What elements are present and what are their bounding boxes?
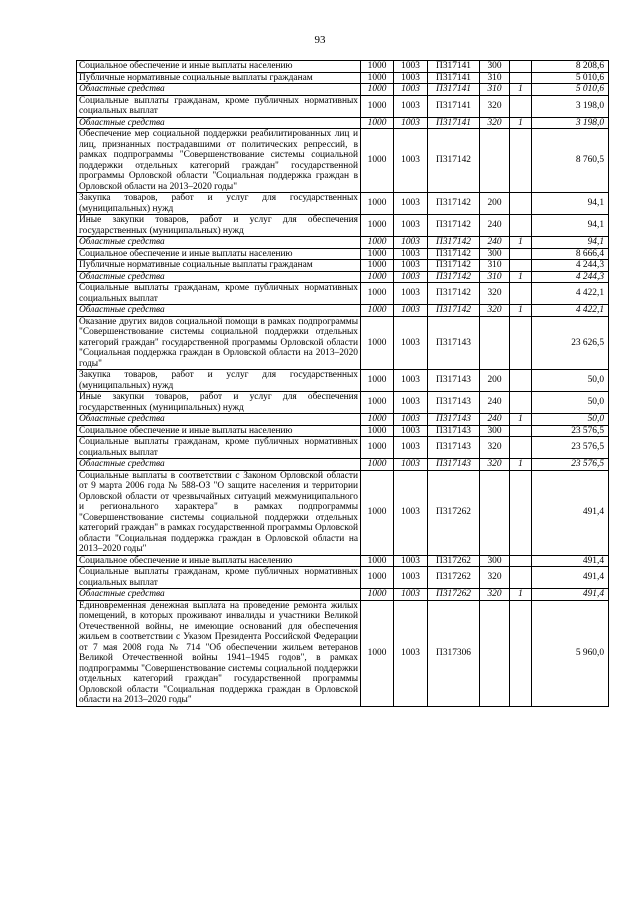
- row-name: Закупка товаров, работ и услуг для государственных (муниципальных) нужд: [77, 370, 361, 392]
- funding-source-code: [510, 215, 532, 237]
- section-code: 1003: [394, 370, 428, 392]
- table-row: [77, 129, 609, 193]
- ministry-code: 1000: [361, 555, 394, 567]
- ministry-code: 1000: [361, 305, 394, 317]
- ministry-code: 1000: [361, 459, 394, 471]
- expense-type-code: 320: [480, 305, 510, 317]
- table-row: [77, 437, 609, 459]
- table-row: [77, 370, 609, 392]
- ministry-code: 1000: [361, 271, 394, 283]
- table-row: [77, 271, 609, 283]
- section-code: 1003: [394, 392, 428, 414]
- row-name: Областные средства: [77, 414, 361, 426]
- amount: 4 422,1: [532, 305, 609, 317]
- ministry-code: 1000: [361, 129, 394, 193]
- expense-type-code: 240: [480, 237, 510, 249]
- amount: 4 244,3: [532, 260, 609, 272]
- target-article-code: П317141: [428, 61, 480, 73]
- expense-type-code: [480, 600, 510, 706]
- row-name: Социальное обеспечение и иные выплаты населению: [77, 61, 361, 73]
- target-article-code: П317262: [428, 567, 480, 589]
- section-code: 1003: [394, 470, 428, 555]
- target-article-code: П317143: [428, 459, 480, 471]
- amount: 23 576,5: [532, 437, 609, 459]
- section-code: 1003: [394, 555, 428, 567]
- row-name: Социальное обеспечение и иные выплаты населению: [77, 425, 361, 437]
- target-article-code: П317142: [428, 283, 480, 305]
- funding-source-code: [510, 248, 532, 260]
- row-name: Социальные выплаты в соответствии с Законом Орловской области от 9 марта 2006 года № 588-ОЗ "О защите населения и территории Орловской области от чрезвычайных ситуаций межмуниципального и регионального характера" в рамках подпрограммы "Совершенствование системы социальной поддержки отдельных категорий граждан" в рамках государственной программы Орловской области "Социальная поддержка граждан в Орловской области на 2013–2020 годы": [77, 470, 361, 555]
- ministry-code: 1000: [361, 117, 394, 129]
- table-row: [77, 392, 609, 414]
- section-code: 1003: [394, 283, 428, 305]
- expense-type-code: 320: [480, 437, 510, 459]
- funding-source-code: 1: [510, 414, 532, 426]
- funding-source-code: [510, 95, 532, 117]
- row-name: Социальные выплаты гражданам, кроме публичных нормативных социальных выплат: [77, 95, 361, 117]
- target-article-code: П317141: [428, 117, 480, 129]
- amount: 491,4: [532, 589, 609, 601]
- target-article-code: П317143: [428, 370, 480, 392]
- ministry-code: 1000: [361, 567, 394, 589]
- expense-type-code: 300: [480, 61, 510, 73]
- funding-source-code: [510, 129, 532, 193]
- expense-type-code: 200: [480, 193, 510, 215]
- expense-type-code: 240: [480, 215, 510, 237]
- row-name: Социальное обеспечение и иные выплаты населению: [77, 248, 361, 260]
- funding-source-code: 1: [510, 237, 532, 249]
- row-name: Публичные нормативные социальные выплаты гражданам: [77, 260, 361, 272]
- amount: 491,4: [532, 555, 609, 567]
- row-name: Закупка товаров, работ и услуг для государственных (муниципальных) нужд: [77, 193, 361, 215]
- amount: 8 760,5: [532, 129, 609, 193]
- target-article-code: П317142: [428, 248, 480, 260]
- row-name: Социальные выплаты гражданам, кроме публичных нормативных социальных выплат: [77, 283, 361, 305]
- table-row: [77, 414, 609, 426]
- section-code: 1003: [394, 459, 428, 471]
- row-name: Иные закупки товаров, работ и услуг для обеспечения государственных (муниципальных) нужд: [77, 215, 361, 237]
- amount: 4 244,3: [532, 271, 609, 283]
- target-article-code: П317142: [428, 260, 480, 272]
- ministry-code: 1000: [361, 370, 394, 392]
- amount: 4 422,1: [532, 283, 609, 305]
- target-article-code: П317262: [428, 589, 480, 601]
- amount: 3 198,0: [532, 95, 609, 117]
- expense-type-code: 300: [480, 555, 510, 567]
- funding-source-code: 1: [510, 459, 532, 471]
- table-row: [77, 260, 609, 272]
- target-article-code: П317142: [428, 305, 480, 317]
- expense-type-code: 320: [480, 589, 510, 601]
- expense-type-code: 200: [480, 370, 510, 392]
- table-row: [77, 95, 609, 117]
- expense-type-code: 320: [480, 567, 510, 589]
- row-name: Публичные нормативные социальные выплаты гражданам: [77, 72, 361, 84]
- funding-source-code: [510, 470, 532, 555]
- target-article-code: П317141: [428, 95, 480, 117]
- target-article-code: П317262: [428, 555, 480, 567]
- section-code: 1003: [394, 248, 428, 260]
- section-code: 1003: [394, 437, 428, 459]
- funding-source-code: [510, 260, 532, 272]
- table-row: [77, 567, 609, 589]
- target-article-code: П317143: [428, 316, 480, 370]
- amount: 50,0: [532, 414, 609, 426]
- funding-source-code: [510, 72, 532, 84]
- row-name: Единовременная денежная выплата на проведение ремонта жилых помещений, в которых проживают инвалиды и участники Великой Отечественной войны, не имеющие оснований для обеспечения жильем в соответствии с Указом Президента Российской Федерации от 7 мая 2008 года № 714 "Об обеспечении жильем ветеранов Великой Отечественной войны 1941–1945 годов", в рамках подпрограммы "Совершенствование системы социальной поддержки отдельных категорий граждан" государственной программы Орловской области "Социальная поддержка граждан в Орловской области на 2013–2020 годы": [77, 600, 361, 706]
- funding-source-code: [510, 283, 532, 305]
- amount: 8 666,4: [532, 248, 609, 260]
- expense-type-code: 320: [480, 459, 510, 471]
- table-row: [77, 72, 609, 84]
- section-code: 1003: [394, 215, 428, 237]
- funding-source-code: 1: [510, 117, 532, 129]
- target-article-code: П317262: [428, 470, 480, 555]
- budget-rows: [77, 61, 609, 707]
- ministry-code: 1000: [361, 437, 394, 459]
- table-row: [77, 305, 609, 317]
- table-row: [77, 459, 609, 471]
- ministry-code: 1000: [361, 589, 394, 601]
- expense-type-code: [480, 470, 510, 555]
- section-code: 1003: [394, 72, 428, 84]
- ministry-code: 1000: [361, 95, 394, 117]
- ministry-code: 1000: [361, 248, 394, 260]
- table-row: [77, 117, 609, 129]
- target-article-code: П317143: [428, 437, 480, 459]
- amount: 5 010,6: [532, 72, 609, 84]
- target-article-code: П317141: [428, 84, 480, 96]
- ministry-code: 1000: [361, 470, 394, 555]
- section-code: 1003: [394, 305, 428, 317]
- table-row: [77, 600, 609, 706]
- amount: 50,0: [532, 370, 609, 392]
- row-name: Областные средства: [77, 271, 361, 283]
- expense-type-code: 310: [480, 84, 510, 96]
- funding-source-code: [510, 61, 532, 73]
- expense-type-code: [480, 316, 510, 370]
- target-article-code: П317142: [428, 215, 480, 237]
- table-row: [77, 425, 609, 437]
- section-code: 1003: [394, 600, 428, 706]
- section-code: 1003: [394, 84, 428, 96]
- section-code: 1003: [394, 129, 428, 193]
- amount: 23 626,5: [532, 316, 609, 370]
- target-article-code: П317141: [428, 72, 480, 84]
- budget-table: [76, 60, 609, 707]
- table-row: [77, 248, 609, 260]
- funding-source-code: [510, 555, 532, 567]
- expense-type-code: 310: [480, 271, 510, 283]
- target-article-code: П317306: [428, 600, 480, 706]
- section-code: 1003: [394, 237, 428, 249]
- table-row: [77, 61, 609, 73]
- amount: 23 576,5: [532, 459, 609, 471]
- section-code: 1003: [394, 414, 428, 426]
- section-code: 1003: [394, 95, 428, 117]
- expense-type-code: 320: [480, 283, 510, 305]
- expense-type-code: 300: [480, 425, 510, 437]
- ministry-code: 1000: [361, 600, 394, 706]
- row-name: Областные средства: [77, 305, 361, 317]
- row-name: Оказание других видов социальной помощи в рамках подпрограммы "Совершенствование системы социальной поддержки отдельных категорий граждан" государственной программы Орловской области "Социальная поддержка граждан в Орловской области на 2013–2020 годы": [77, 316, 361, 370]
- expense-type-code: [480, 129, 510, 193]
- funding-source-code: [510, 600, 532, 706]
- amount: 94,1: [532, 215, 609, 237]
- ministry-code: 1000: [361, 425, 394, 437]
- ministry-code: 1000: [361, 283, 394, 305]
- ministry-code: 1000: [361, 414, 394, 426]
- expense-type-code: 240: [480, 392, 510, 414]
- section-code: 1003: [394, 271, 428, 283]
- amount: 3 198,0: [532, 117, 609, 129]
- section-code: 1003: [394, 425, 428, 437]
- funding-source-code: [510, 392, 532, 414]
- table-row: [77, 555, 609, 567]
- funding-source-code: 1: [510, 271, 532, 283]
- expense-type-code: 310: [480, 260, 510, 272]
- target-article-code: П317142: [428, 129, 480, 193]
- ministry-code: 1000: [361, 237, 394, 249]
- row-name: Социальные выплаты гражданам, кроме публичных нормативных социальных выплат: [77, 437, 361, 459]
- row-name: Областные средства: [77, 237, 361, 249]
- table-row: [77, 589, 609, 601]
- funding-source-code: [510, 193, 532, 215]
- expense-type-code: 320: [480, 95, 510, 117]
- section-code: 1003: [394, 193, 428, 215]
- table-row: [77, 215, 609, 237]
- funding-source-code: [510, 567, 532, 589]
- funding-source-code: 1: [510, 589, 532, 601]
- target-article-code: П317142: [428, 193, 480, 215]
- ministry-code: 1000: [361, 316, 394, 370]
- table-row: [77, 316, 609, 370]
- ministry-code: 1000: [361, 193, 394, 215]
- amount: 491,4: [532, 567, 609, 589]
- table-row: [77, 84, 609, 96]
- funding-source-code: [510, 316, 532, 370]
- ministry-code: 1000: [361, 61, 394, 73]
- target-article-code: П317143: [428, 425, 480, 437]
- funding-source-code: [510, 425, 532, 437]
- amount: 5 010,6: [532, 84, 609, 96]
- funding-source-code: [510, 370, 532, 392]
- ministry-code: 1000: [361, 84, 394, 96]
- expense-type-code: 300: [480, 248, 510, 260]
- amount: 50,0: [532, 392, 609, 414]
- row-name: Иные закупки товаров, работ и услуг для обеспечения государственных (муниципальных) нужд: [77, 392, 361, 414]
- funding-source-code: 1: [510, 305, 532, 317]
- funding-source-code: 1: [510, 84, 532, 96]
- row-name: Областные средства: [77, 589, 361, 601]
- expense-type-code: 320: [480, 117, 510, 129]
- ministry-code: 1000: [361, 260, 394, 272]
- target-article-code: П317142: [428, 271, 480, 283]
- table-row: [77, 237, 609, 249]
- section-code: 1003: [394, 567, 428, 589]
- table-row: [77, 283, 609, 305]
- ministry-code: 1000: [361, 215, 394, 237]
- section-code: 1003: [394, 117, 428, 129]
- target-article-code: П317142: [428, 237, 480, 249]
- table-row: [77, 193, 609, 215]
- amount: 8 208,6: [532, 61, 609, 73]
- expense-type-code: 240: [480, 414, 510, 426]
- row-name: Социальное обеспечение и иные выплаты населению: [77, 555, 361, 567]
- amount: 94,1: [532, 237, 609, 249]
- target-article-code: П317143: [428, 392, 480, 414]
- row-name: Областные средства: [77, 459, 361, 471]
- funding-source-code: [510, 437, 532, 459]
- row-name: Областные средства: [77, 117, 361, 129]
- section-code: 1003: [394, 589, 428, 601]
- ministry-code: 1000: [361, 72, 394, 84]
- target-article-code: П317143: [428, 414, 480, 426]
- expense-type-code: 310: [480, 72, 510, 84]
- section-code: 1003: [394, 260, 428, 272]
- row-name: Обеспечение мер социальной поддержки реабилитированных лиц и лиц, признанных пострадавшими от политических репрессий, в рамках подпрограммы "Совершенствование системы социальной поддержки отдельных категорий граждан" государственной программы Орловской области "Социальная поддержка граждан в Орловской области на 2013–2020 годы": [77, 129, 361, 193]
- section-code: 1003: [394, 61, 428, 73]
- row-name: Социальные выплаты гражданам, кроме публичных нормативных социальных выплат: [77, 567, 361, 589]
- ministry-code: 1000: [361, 392, 394, 414]
- amount: 94,1: [532, 193, 609, 215]
- page-number: 93: [314, 34, 326, 46]
- amount: 5 960,0: [532, 600, 609, 706]
- table-row: [77, 470, 609, 555]
- amount: 23 576,5: [532, 425, 609, 437]
- section-code: 1003: [394, 316, 428, 370]
- row-name: Областные средства: [77, 84, 361, 96]
- amount: 491,4: [532, 470, 609, 555]
